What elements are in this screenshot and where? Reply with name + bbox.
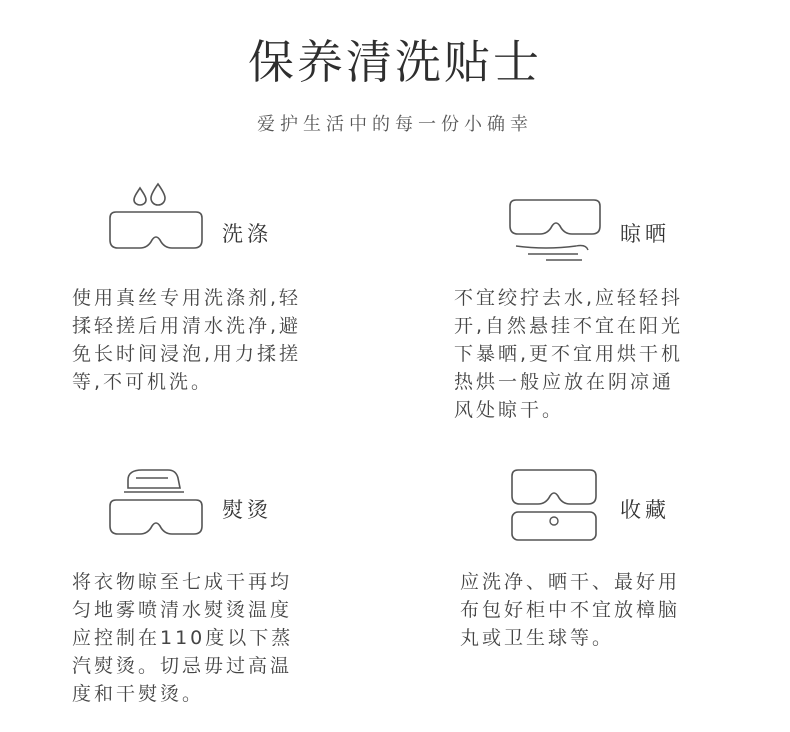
section-text-drying: 不宜绞拧去水,应轻轻抖 开,自然悬挂不宜在阳光 下暴晒,更不宜用烘干机 热烘一般应放在阴凉通 风处晾干。 (454, 287, 684, 421)
section-text-washing: 使用真丝专用洗涤剂,轻 揉轻搓后用清水洗净,避 免长时间浸泡,用力揉搓 等,不可机洗。 (72, 287, 302, 393)
section-text-ironing: 将衣物晾至七成干再均 匀地雾喷清水熨烫温度 应控制在110度以下蒸 汽熨烫。切忌毋过高温 度和干熨烫。 (72, 571, 294, 705)
drying-mask-icon (506, 196, 606, 266)
page-subtitle: 爱护生活中的每一份小确幸 (257, 114, 533, 135)
page-title: 保养清洗贴士 (248, 35, 542, 89)
section-label-drying: 晾晒 (620, 222, 670, 246)
washing-mask-icon (106, 182, 206, 254)
section-label-washing: 洗涤 (222, 222, 272, 246)
section-label-ironing: 熨烫 (222, 498, 272, 522)
ironing-mask-icon (106, 466, 206, 538)
storage-mask-icon (508, 466, 600, 544)
section-label-storage: 收藏 (620, 498, 670, 522)
section-text-storage: 应洗净、晒干、最好用 布包好柜中不宜放樟脑 丸或卫生球等。 (460, 571, 681, 649)
